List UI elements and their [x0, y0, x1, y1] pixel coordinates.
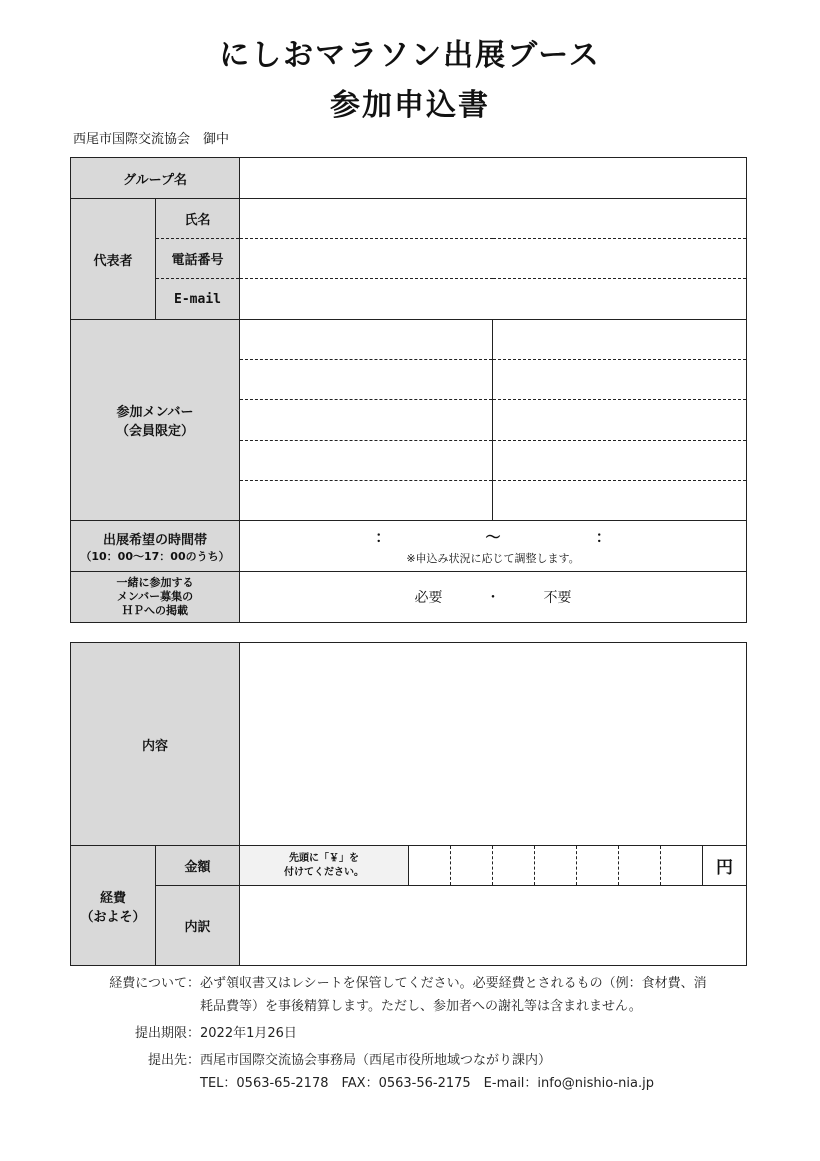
application-table [70, 157, 747, 623]
amount-digit-2[interactable] [451, 846, 493, 886]
amount-digit-6[interactable] [619, 846, 661, 886]
time-field[interactable] [240, 521, 747, 572]
submit-note-cont [70, 1072, 760, 1095]
member-field-4[interactable] [493, 360, 747, 400]
expense-note [70, 972, 760, 995]
expense-note-line2: 耗品費等）を事後精算します。ただし、参加者への謝礼等は含まれません。 [200, 999, 642, 1014]
amount-unit: 円 [703, 846, 747, 886]
breakdown-label: 内訳 [156, 886, 240, 966]
addressee: 西尾市国際交流協会 御中 [73, 132, 230, 147]
group-name-label: グループ名 [71, 158, 240, 199]
time-label [71, 521, 240, 572]
members-sublabel: （会員限定） [115, 424, 194, 439]
member-field-7[interactable] [240, 441, 493, 481]
member-field-3[interactable] [240, 360, 493, 400]
content-field[interactable] [240, 643, 747, 846]
expense-note-line1: 必ず領収書又はレシートを保管してください。必要経費とされるもの（例：食材費、消 [200, 976, 707, 991]
amount-hint [240, 846, 409, 886]
time-range [240, 524, 746, 550]
member-field-6[interactable] [493, 400, 747, 441]
hp-label-line2: メンバー募集の [116, 590, 194, 603]
hp-label-line1: 一緒に参加する [116, 576, 194, 589]
amount-hint-line1: 先頭に「￥」を [289, 852, 360, 864]
time-label-text: 出展希望の時間帯 [102, 532, 207, 548]
amount-hint-line2: 付けてください。 [284, 866, 365, 878]
amount-label: 金額 [156, 846, 240, 886]
members-label-text: 参加メンバー [116, 405, 194, 420]
deadline-note [70, 1022, 760, 1045]
rep-phone-field[interactable] [240, 239, 747, 279]
time-sublabel: （10：00～17：00のうち） [80, 549, 230, 563]
form-title-line2: 参加申込書 [330, 88, 490, 123]
group-name-field[interactable] [240, 158, 747, 199]
amount-digit-7[interactable] [661, 846, 703, 886]
expense-label [71, 846, 156, 966]
expense-note-cont [70, 995, 760, 1018]
member-field-1[interactable] [240, 320, 493, 360]
content-table [70, 642, 747, 966]
hp-option-no[interactable]: 不要 [543, 590, 572, 606]
deadline-label: 提出期限： [134, 1026, 200, 1041]
representative-label: 代表者 [71, 199, 156, 320]
rep-name-field[interactable] [240, 199, 747, 239]
member-field-5[interactable] [240, 400, 493, 441]
time-end-colon: ： [595, 528, 611, 546]
content-label: 内容 [71, 643, 240, 846]
submit-line1: 西尾市国際交流協会事務局（西尾市役所地域つながり課内） [200, 1053, 552, 1068]
hp-option-separator: ・ [486, 590, 500, 606]
amount-digit-4[interactable] [535, 846, 577, 886]
expense-note-label: 経費について： [109, 976, 200, 991]
rep-phone-label: 電話番号 [156, 239, 240, 279]
hp-label [71, 572, 240, 623]
member-field-9[interactable] [240, 481, 493, 521]
hp-label-line3: ＨＰへの掲載 [122, 604, 188, 617]
breakdown-field[interactable] [240, 886, 747, 966]
rep-name-label: 氏名 [156, 199, 240, 239]
hp-option-yes[interactable]: 必要 [414, 590, 443, 606]
rep-email-label: E-mail [156, 279, 240, 320]
deadline-value: 2022年1月26日 [200, 1026, 297, 1041]
submit-contact: TEL：0563-65-2178 FAX：0563-56-2175 E-mail：info@nishio-nia.jp [200, 1076, 654, 1091]
amount-digit-3[interactable] [493, 846, 535, 886]
time-start-colon: ： [375, 528, 391, 546]
member-field-10[interactable] [493, 481, 747, 521]
expense-label-text: 経費 [99, 890, 126, 906]
member-field-8[interactable] [493, 441, 747, 481]
rep-email-field[interactable] [240, 279, 747, 320]
form-title-line1: にしおマラソン出展ブース [219, 38, 601, 73]
time-note: ※申込み状況に応じて調整します。 [406, 552, 580, 565]
submit-note [70, 1049, 760, 1072]
expense-sublabel: （およそ） [80, 909, 146, 925]
members-label [71, 320, 240, 521]
submit-label: 提出先： [147, 1053, 200, 1068]
notes-section [70, 972, 760, 1095]
amount-digit-1[interactable] [409, 846, 451, 886]
amount-digit-5[interactable] [577, 846, 619, 886]
time-tilde: ～ [485, 528, 501, 546]
member-field-2[interactable] [493, 320, 747, 360]
hp-options [240, 572, 747, 623]
